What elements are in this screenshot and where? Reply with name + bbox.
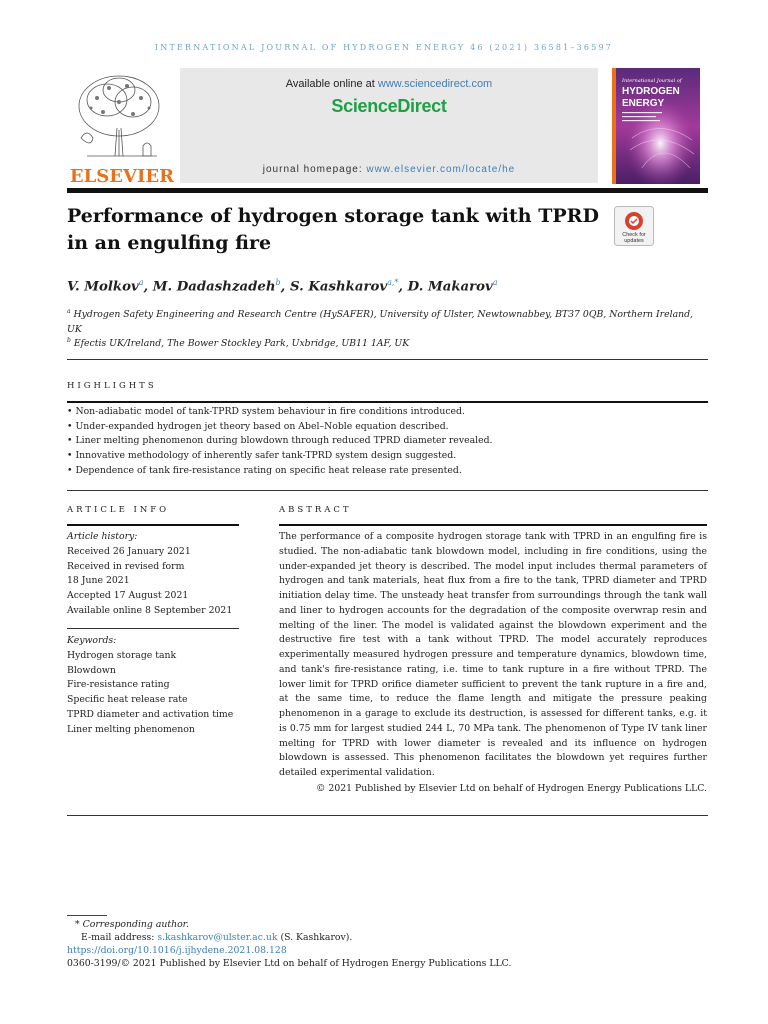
cover-line3: ENERGY [622, 98, 665, 109]
affiliation-a: $^a$ Hydrogen Safety Engineering and Research Centre (HySAFER), University of Ulster, Newtownabbey, BT37 0QB, Northern Ireland, UK [67, 308, 694, 335]
article-history-label: Article history: [67, 531, 138, 542]
article-title: Performance of hydrogen storage tank with TPRD in an engulfing fire [67, 205, 599, 254]
keyword[interactable]: Fire-resistance rating [67, 679, 170, 691]
email-label: E-mail address: [81, 932, 158, 943]
author-name[interactable]: D. Makarov [407, 279, 493, 295]
author-list: V. Molkov$^a$, M. Dadashzadeh$^b$, S. Kashkarov$^{a,*}$, D. Makarov$^a$ [67, 278, 498, 295]
keyword[interactable]: Specific heat release rate [67, 694, 188, 706]
author-name[interactable]: V. Molkov [67, 279, 139, 295]
article-info-heading: ARTICLE INFO [67, 505, 170, 515]
check-updates-icon [614, 206, 654, 246]
email-link[interactable]: s.kashkarov@ulster.ac.uk [157, 932, 278, 943]
sciencedirect-link[interactable]: www.sciencedirect.com [377, 78, 493, 90]
abstract-copyright: © 2021 Published by Elsevier Ltd on behalf of Hydrogen Energy Publications LLC. [316, 783, 707, 794]
footnote-rule [67, 915, 107, 916]
corresponding-note: * Corresponding author. [75, 919, 190, 930]
journal-cover[interactable] [612, 68, 700, 184]
check-for-updates-badge[interactable] [614, 206, 654, 246]
email-line [67, 931, 721, 944]
highlight-item: • Liner melting phenomenon during blowdown through reduced TPRD diameter revealed. [67, 435, 493, 447]
history-entry: Available online 8 September 2021 [67, 604, 233, 616]
issn-line: 0360-3199/© 2021 Published by Elsevier Ltd on behalf of Hydrogen Energy Publications LLC. [67, 958, 512, 969]
affiliation-rule [67, 359, 708, 360]
available-online [180, 78, 598, 90]
keyword[interactable]: Liner melting phenomenon [67, 723, 195, 735]
doi-line [67, 944, 707, 957]
abstract-rule [279, 524, 707, 526]
author-affil-sup[interactable]: b [275, 278, 281, 287]
keywords-label: Keywords: [67, 635, 117, 646]
affiliation-b: $^b$ Efectis UK/Ireland, The Bower Stockley Park, Uxbridge, UB11 1AF, UK [67, 337, 410, 350]
author-name[interactable]: M. Dadashzadeh [152, 279, 276, 295]
check-updates-line2: updates [624, 238, 644, 244]
running-header: INTERNATIONAL JOURNAL OF HYDROGEN ENERGY 46 (2021) 36581–36597 [154, 43, 614, 52]
header-rule [67, 188, 708, 193]
highlight-item: • Under-expanded hydrogen jet theory based on Abel–Noble equation described. [67, 420, 449, 432]
abstract-text: The performance of a composite hydrogen storage tank with TPRD in an engulfing fire is studied. The non-adiabatic tank blowdown model, including in fire conditions, using the under-expanded jet theory is described. The model input includes thermal parameters of hydrogen and tank materials, heat flux from a fire to the tank, TPRD diameter and TPRD initiation delay time. The unsteady heat transfer from surroundings through the tank wall and liner to hydrogen accounts for the degradation of the composite overwrap resin and melting of the liner. The model is validated against the blowdown experiment and the destructive fire test with a tank without TPRD. The model accurately reproduces experimentally measured hydrogen pressure and temperature dynamics, blowdown time, and tank's fire-resistance rating, i.e. time to tank rupture in a fire without TPRD. The lower limit for TPRD orifice diameter sufficient to prevent the tank rupture in a fire and, at the same time, to reduce the flame length and mitigate the pressure peaking phenomenon in a garage to exclude its destruction, is assessed for different tanks, e.g. it is 0.75 mm for largest studied 244 L, 70 MPa tank. The phenomenon of Type IV tank liner melting for TPRD with lower diameter is revealed and its influence on hydrogen blowdown is assessed. This phenomenon facilitates the blowdown yet requires further detailed experimental validation. [279, 531, 707, 778]
history-entry: 18 June 2021 [67, 575, 130, 587]
doi-link[interactable]: https://doi.org/10.1016/j.ijhydene.2021.08.128 [67, 945, 287, 956]
author-affil-sup[interactable]: a,* [387, 278, 399, 287]
keyword[interactable]: Hydrogen storage tank [67, 649, 177, 661]
elsevier-logo[interactable] [67, 68, 177, 186]
author-name[interactable]: S. Kashkarov [289, 279, 388, 295]
cover-line1: International Journal of [622, 78, 682, 84]
author-affil-sup[interactable]: a [138, 278, 144, 287]
abstract-heading: ABSTRACT [279, 505, 352, 515]
highlights-heading: HIGHLIGHTS [67, 381, 157, 391]
article-history [67, 530, 239, 619]
history-entry: Accepted 17 August 2021 [67, 590, 189, 602]
elsevier-wordmark: ELSEVIER [69, 166, 175, 186]
history-entry: Received 26 January 2021 [67, 545, 191, 557]
highlights-list [67, 405, 708, 479]
highlight-item: • Innovative methodology of inherently safer tank-TPRD system design suggested. [67, 450, 457, 462]
highlight-item: • Dependence of tank fire-resistance rating on specific heat release rate presented. [67, 464, 462, 476]
highlight-item: • Non-adiabatic model of tank-TPRD system behaviour in fire conditions introduced. [67, 406, 465, 417]
email-suffix: (S. Kashkarov). [277, 932, 353, 943]
available-prefix: Available online at [285, 78, 378, 90]
check-updates-line1: Check for [622, 232, 646, 238]
keyword[interactable]: Blowdown [67, 664, 116, 676]
highlights-rule [67, 401, 708, 403]
author-affil-sup[interactable]: a [492, 278, 498, 287]
keyword[interactable]: TPRD diameter and activation time [67, 708, 234, 720]
history-entry: Received in revised form [67, 560, 185, 572]
homepage-prefix: journal homepage: [262, 164, 367, 175]
highlights-bottom-rule [67, 490, 708, 491]
keywords-rule [67, 628, 239, 629]
journal-cover-image [612, 68, 700, 184]
keywords-block [67, 634, 239, 738]
abstract-bottom-rule [67, 815, 708, 816]
cover-line2: HYDROGEN [622, 86, 680, 97]
elsevier-tree-icon [67, 68, 177, 186]
sciencedirect-logo[interactable]: ScienceDirect [331, 96, 447, 116]
article-info-rule [67, 524, 239, 526]
homepage-link[interactable]: www.elsevier.com/locate/he [366, 164, 516, 175]
journal-homepage [180, 164, 598, 175]
